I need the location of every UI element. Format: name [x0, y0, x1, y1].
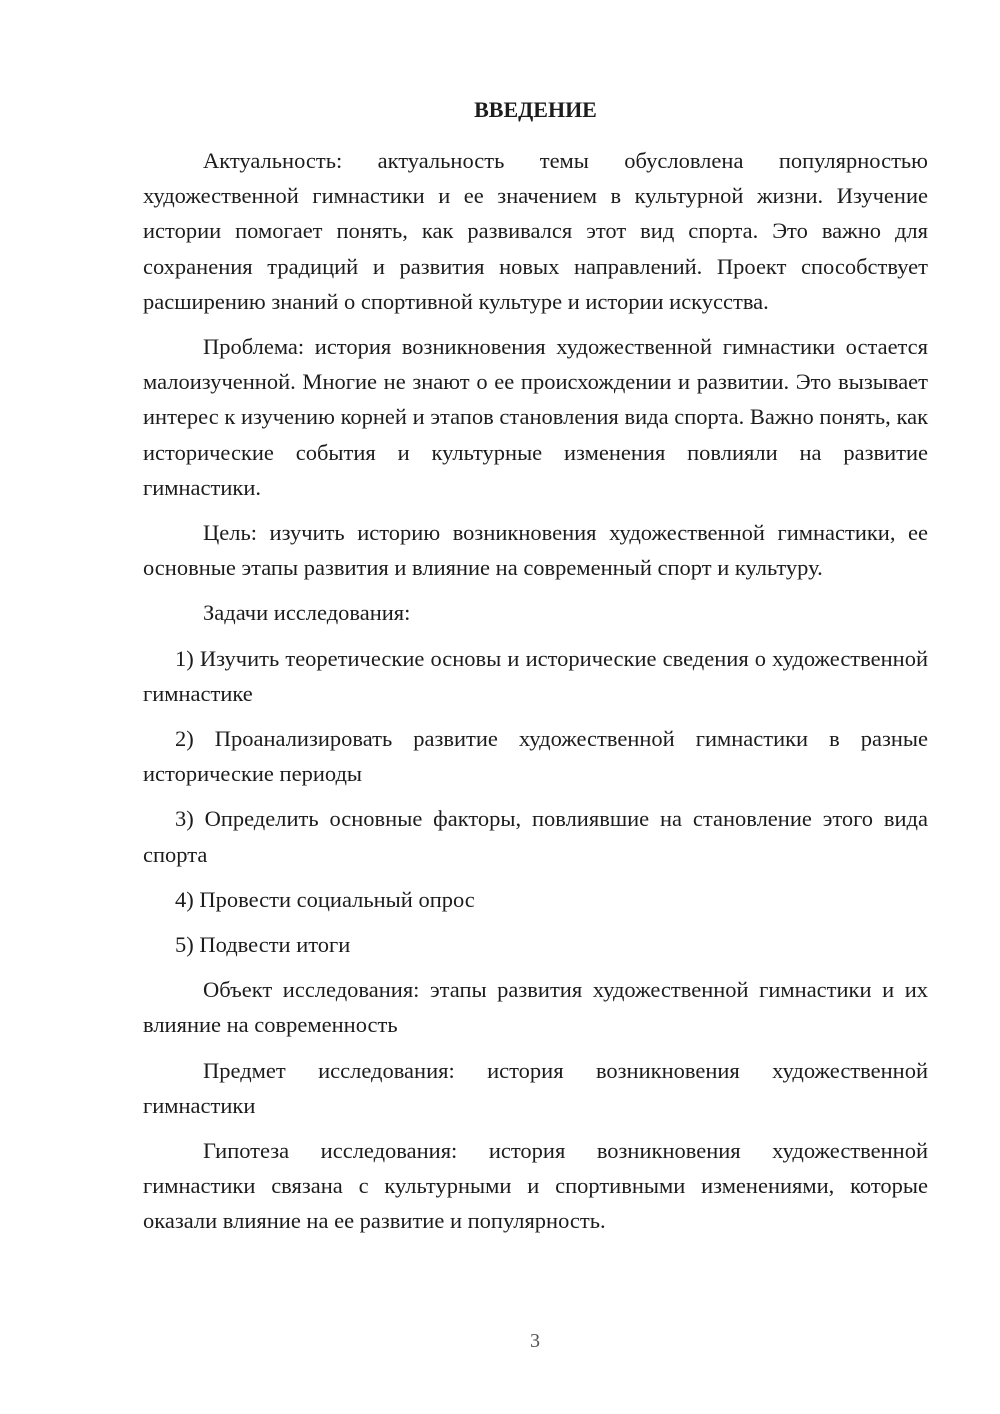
- list-item: 5) Подвести итоги: [175, 932, 351, 958]
- tasks-heading: Задачи исследования:: [203, 600, 411, 626]
- paragraph-goal: Цель: изучить историю возникновения художественной гимнастики, ее основные этапы развития и влияние на современный спорт и культуру.: [143, 520, 928, 581]
- paragraph-subject: Предмет исследования: история возникновения художественной гимнастики: [143, 1057, 928, 1118]
- list-item: 3) Определить основные факторы, повлиявшие на становление этого вида спорта: [143, 806, 928, 867]
- page-title: ВВЕДЕНИЕ: [474, 97, 597, 122]
- list-item: 4) Провести социальный опрос: [175, 886, 475, 912]
- paragraph-relevance: Актуальность: актуальность темы обусловлена популярностью художественной гимнастики и ее значением в культурной жизни. Изучение истории помогает понять, как развивался этот вид спорта. Это важно для сохранения традиций и развития новых направлений. Проект способствует расширению знаний о спортивной культуре и истории искусства.: [143, 148, 928, 314]
- paragraph-object: Объект исследования: этапы развития художественной гимнастики и их влияние на современность: [143, 977, 928, 1038]
- page-number: 3: [530, 1330, 540, 1352]
- tasks-list: [143, 641, 928, 963]
- list-item: 1) Изучить теоретические основы и исторические сведения о художественной гимнастике: [143, 645, 928, 706]
- paragraph-problem: Проблема: история возникновения художественной гимнастики остается малоизученной. Многие не знают о ее происхождении и развитии. Это вызывает интерес к изучению корней и этапов становления вида спорта. Важно понять, как исторические события и культурные изменения повлияли на развитие гимнастики.: [143, 334, 928, 500]
- document-page: [143, 95, 928, 1249]
- paragraph-hypothesis: Гипотеза исследования: история возникновения художественной гимнастики связана с культурными и спортивными изменениями, которые оказали влияние на ее развитие и популярность.: [143, 1138, 928, 1234]
- list-item: 2) Проанализировать развитие художественной гимнастики в разные исторические периоды: [143, 726, 928, 787]
